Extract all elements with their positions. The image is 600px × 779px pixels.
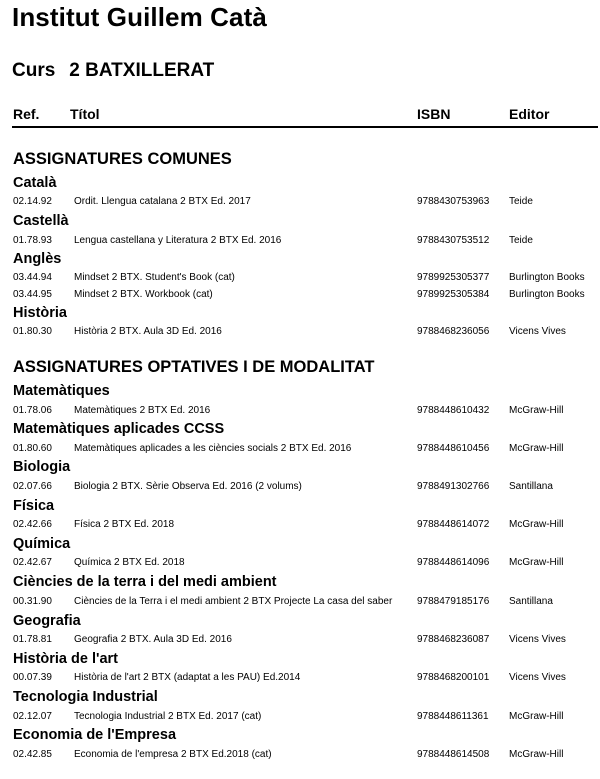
book-isbn: 9788448611361 — [417, 711, 489, 722]
book-row — [0, 671, 600, 684]
book-isbn: 9788491302766 — [417, 481, 490, 492]
book-title: Mindset 2 BTX. Student's Book (cat) — [74, 272, 235, 283]
book-row — [0, 556, 600, 569]
book-row — [0, 288, 600, 301]
book-publisher: Burlington Books — [509, 272, 585, 283]
book-ref: 02.42.67 — [13, 557, 52, 568]
book-row — [0, 195, 600, 208]
course-label: Curs — [12, 60, 56, 81]
book-publisher: Burlington Books — [509, 289, 585, 300]
book-row — [0, 633, 600, 646]
school-name: Institut Guillem Catà — [12, 2, 267, 32]
book-isbn: 9788468236056 — [417, 326, 490, 337]
subject-title: Català — [13, 175, 57, 191]
book-ref: 03.44.94 — [13, 272, 52, 283]
book-ref: 02.42.85 — [13, 749, 52, 760]
header-rule — [12, 126, 598, 128]
book-title: Física 2 BTX Ed. 2018 — [74, 519, 175, 530]
subject-title: Economia de l'Empresa — [13, 727, 177, 743]
book-publisher: McGraw-Hill — [509, 749, 564, 760]
subject-title: Física — [13, 498, 55, 514]
book-row — [0, 404, 600, 417]
subject-title: Anglès — [13, 251, 62, 267]
subject-title: Tecnologia Industrial — [13, 689, 158, 705]
book-publisher: McGraw-Hill — [509, 519, 564, 530]
book-isbn: 9788448610456 — [417, 443, 490, 454]
subject-title: Ciències de la terra i del medi ambient — [13, 574, 277, 590]
book-ref: 00.31.90 — [13, 596, 52, 607]
book-title: Lengua castellana y Literatura 2 BTX Ed. 2016 — [74, 235, 282, 246]
subject-title: Història de l'art — [13, 651, 118, 667]
book-isbn: 9788448614072 — [417, 519, 490, 530]
book-publisher: McGraw-Hill — [509, 405, 564, 416]
book-publisher: Vicens Vives — [509, 672, 566, 683]
book-title: Geografia 2 BTX. Aula 3D Ed. 2016 — [74, 634, 232, 645]
book-title: Història de l'art 2 BTX (adaptat a les PAU) Ed.2014 — [74, 672, 301, 683]
book-isbn: 9789925305377 — [417, 272, 490, 283]
book-ref: 01.78.06 — [13, 405, 52, 416]
subject-title: Castellà — [13, 213, 69, 229]
subject-title: Biologia — [13, 459, 71, 475]
book-row — [0, 595, 600, 608]
book-title: Ciències de la Terra i el medi ambient 2 BTX Projecte La casa del saber — [74, 596, 393, 607]
book-title: Mindset 2 BTX. Workbook (cat) — [74, 289, 213, 300]
book-title: Química 2 BTX Ed. 2018 — [74, 557, 185, 568]
section-title: ASSIGNATURES COMUNES — [13, 150, 232, 168]
column-header-title: Títol — [70, 106, 100, 122]
book-isbn: 9788479185176 — [417, 596, 490, 607]
book-publisher: Vicens Vives — [509, 326, 566, 337]
book-isbn: 9788468236087 — [417, 634, 490, 645]
section-title: ASSIGNATURES OPTATIVES I DE MODALITAT — [13, 358, 375, 376]
column-header-ref: Ref. — [13, 106, 40, 122]
book-isbn: 9789925305384 — [417, 289, 490, 300]
book-isbn: 9788430753963 — [417, 196, 490, 207]
book-publisher: McGraw-Hill — [509, 557, 564, 568]
book-ref: 00.07.39 — [13, 672, 52, 683]
column-header-isbn: ISBN — [417, 106, 451, 122]
book-ref: 02.07.66 — [13, 481, 52, 492]
book-title: Economia de l'empresa 2 BTX Ed.2018 (cat) — [74, 749, 272, 760]
book-publisher: McGraw-Hill — [509, 443, 564, 454]
book-row — [0, 442, 600, 455]
book-title: Història 2 BTX. Aula 3D Ed. 2016 — [74, 326, 222, 337]
book-isbn: 9788430753512 — [417, 235, 490, 246]
book-isbn: 9788448614508 — [417, 749, 490, 760]
course-heading — [12, 60, 214, 82]
book-row — [0, 480, 600, 493]
book-publisher: Teide — [509, 235, 533, 246]
book-row — [0, 518, 600, 531]
book-publisher: Vicens Vives — [509, 634, 566, 645]
book-title: Matemàtiques aplicades a les ciències socials 2 BTX Ed. 2016 — [74, 443, 352, 454]
book-ref: 01.80.30 — [13, 326, 52, 337]
column-header-publisher: Editor — [509, 106, 550, 122]
book-publisher: Teide — [509, 196, 533, 207]
book-ref: 01.80.60 — [13, 443, 52, 454]
book-ref: 01.78.81 — [13, 634, 52, 645]
book-row — [0, 748, 600, 761]
book-ref: 02.42.66 — [13, 519, 52, 530]
book-isbn: 9788448610432 — [417, 405, 490, 416]
book-ref: 02.14.92 — [13, 196, 52, 207]
book-publisher: McGraw-Hill — [509, 711, 564, 722]
subject-title: Història — [13, 305, 67, 321]
subject-title: Matemàtiques aplicades CCSS — [13, 421, 225, 437]
book-row — [0, 710, 600, 723]
book-title: Ordit. Llengua catalana 2 BTX Ed. 2017 — [74, 196, 251, 207]
book-row — [0, 325, 600, 338]
book-isbn: 9788468200101 — [417, 672, 490, 683]
book-row — [0, 271, 600, 284]
subject-title: Geografia — [13, 613, 81, 629]
book-ref: 03.44.95 — [13, 289, 52, 300]
subject-title: Matemàtiques — [13, 383, 110, 399]
book-isbn: 9788448614096 — [417, 557, 490, 568]
book-ref: 02.12.07 — [13, 711, 52, 722]
book-title: Tecnologia Industrial 2 BTX Ed. 2017 (cat) — [74, 711, 262, 722]
book-publisher: Santillana — [509, 481, 553, 492]
course-value: 2 BATXILLERAT — [69, 60, 215, 81]
book-title: Biologia 2 BTX. Sèrie Observa Ed. 2016 (2 volums) — [74, 481, 302, 492]
subject-title: Química — [13, 536, 71, 552]
book-publisher: Santillana — [509, 596, 553, 607]
book-row — [0, 234, 600, 247]
book-title: Matemàtiques 2 BTX Ed. 2016 — [74, 405, 211, 416]
book-ref: 01.78.93 — [13, 235, 52, 246]
